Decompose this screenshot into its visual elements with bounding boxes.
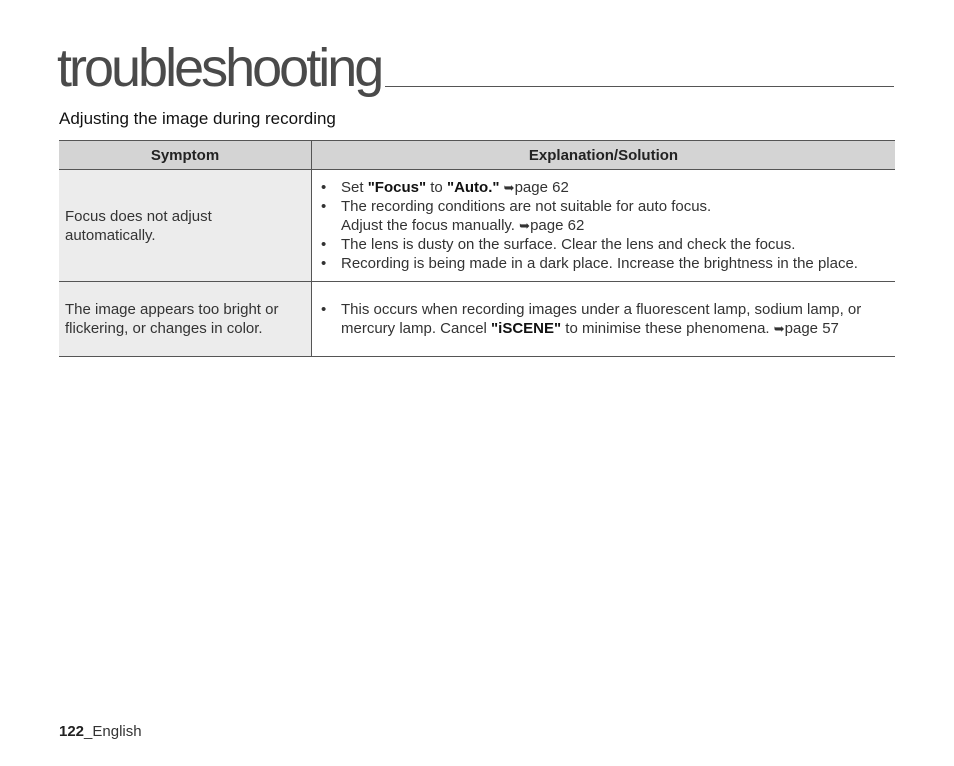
- right-arrow-icon: ➥: [773, 321, 785, 336]
- solution-text: to minimise these phenomena.: [561, 320, 774, 337]
- solution-item: [318, 197, 883, 235]
- troubleshooting-table: [59, 140, 895, 357]
- solution-item: [318, 300, 883, 338]
- setting-value-auto: "Auto.": [446, 179, 500, 196]
- symptom-cell: Focus does not adjust automatically.: [59, 170, 312, 282]
- bullet-icon: •: [321, 255, 327, 272]
- solution-text: Recording is being made in a dark place. Increase the brightness in the place.: [341, 255, 858, 272]
- solution-text: The lens is dusty on the surface. Clear the lens and check the focus.: [341, 236, 796, 253]
- solution-text: Adjust the focus manually.: [341, 217, 520, 234]
- solution-text: The recording conditions are not suitable for auto focus.: [341, 198, 712, 215]
- page-reference: page 62: [530, 217, 585, 234]
- page-reference: page 57: [784, 320, 839, 337]
- solution-list: [318, 300, 883, 338]
- table-header-row: [59, 141, 895, 170]
- solution-item: [318, 178, 883, 197]
- symptom-header: Symptom: [59, 141, 312, 170]
- symptom-cell: The image appears too bright or flickering, or changes in color.: [59, 282, 312, 357]
- solution-cell: [312, 170, 896, 282]
- section-heading: Adjusting the image during recording: [59, 109, 336, 128]
- footer-language: _English: [84, 723, 142, 740]
- page-number: 122: [59, 723, 85, 740]
- bullet-icon: •: [321, 236, 327, 253]
- setting-name-focus: "Focus": [367, 179, 427, 196]
- page-footer: [59, 723, 142, 740]
- explanation-header: Explanation/Solution: [312, 141, 896, 170]
- bullet-icon: •: [321, 179, 327, 196]
- solution-text: to: [426, 179, 447, 196]
- solution-cell: [312, 282, 896, 357]
- table-row: [59, 282, 895, 357]
- solution-list: [318, 178, 883, 273]
- solution-item: [318, 254, 883, 273]
- bullet-icon: •: [321, 198, 327, 215]
- right-arrow-icon: ➥: [503, 180, 515, 195]
- right-arrow-icon: ➥: [519, 218, 531, 233]
- page-reference: page 62: [514, 179, 569, 196]
- page-title: troubleshooting: [57, 38, 382, 98]
- setting-name-iscene: "iSCENE": [491, 320, 562, 337]
- solution-text: Set: [341, 179, 368, 196]
- bullet-icon: •: [321, 301, 327, 318]
- title-divider: [385, 86, 894, 87]
- table-row: [59, 170, 895, 282]
- solution-item: [318, 235, 883, 254]
- solution-text: This occurs when recording images under a fluorescent lamp, sodium lamp, or mercury lamp. Cancel: [341, 301, 862, 337]
